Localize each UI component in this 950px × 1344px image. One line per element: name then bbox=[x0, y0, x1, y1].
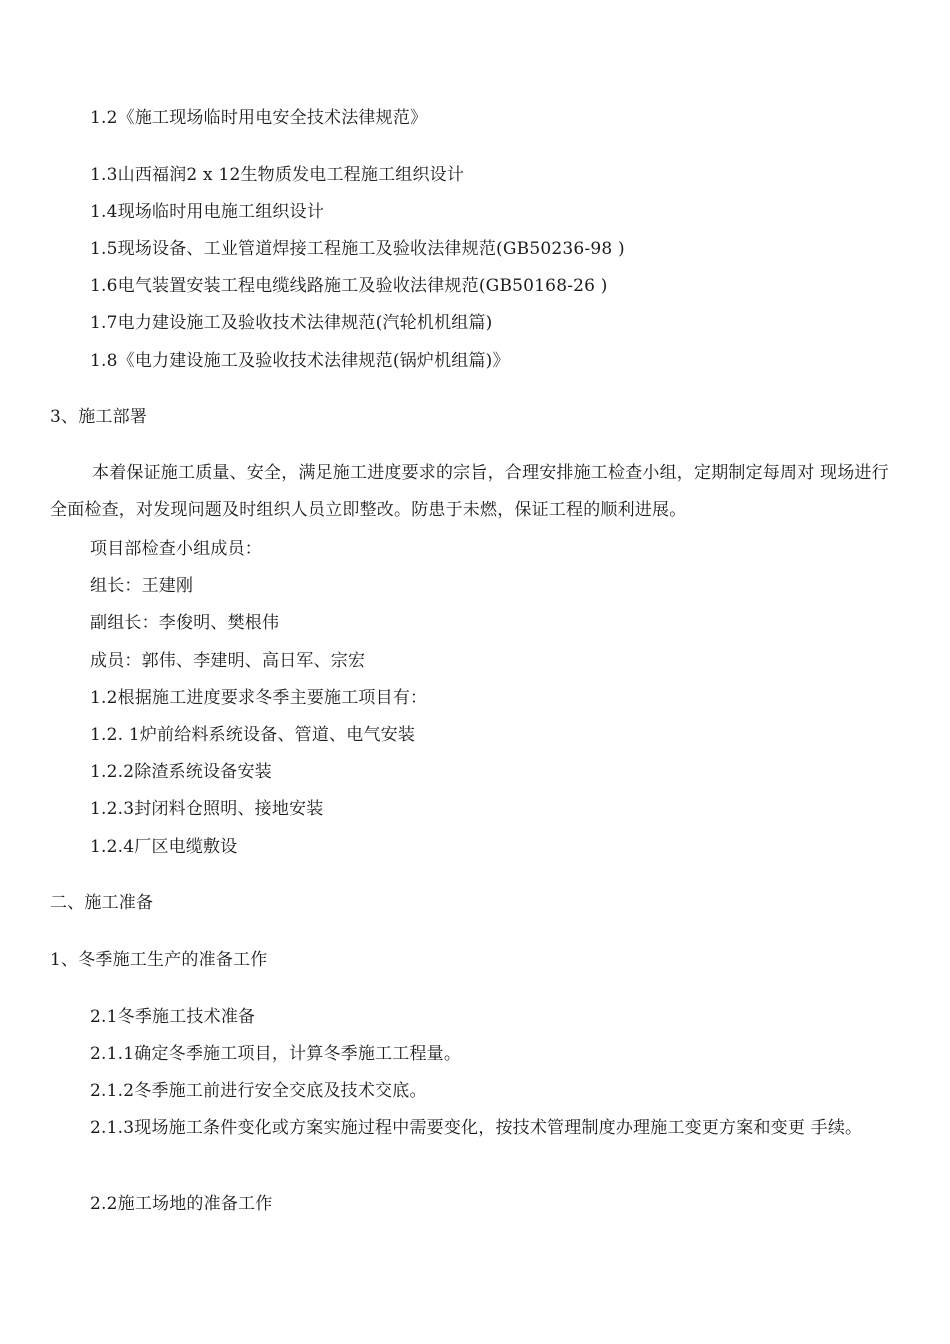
ref-item-1-5: 1.5现场设备、工业管道焊接工程施工及验收法律规范(GB50236-98 ) bbox=[90, 239, 625, 259]
chapter-heading-preparation: 二、施工准备 bbox=[50, 893, 154, 913]
winter-item: 1.2.3封闭料仓照明、接地安装 bbox=[90, 799, 324, 819]
team-members: 成员：郭伟、李建明、高日军、宗宏 bbox=[90, 651, 366, 671]
deployment-paragraph: 本着保证施工质量、安全，满足施工进度要求的宗旨，合理安排施工检查小组，定期制定每周对 现场进行全面检查，对发现问题及时组织人员立即整改。防患于未燃，保证工程的顺利进展。 bbox=[50, 463, 889, 520]
winter-item: 1.2. 1炉前给料系统设备、管道、电气安装 bbox=[90, 725, 416, 745]
section-heading-winter-prep: 1、冬季施工生产的准备工作 bbox=[50, 950, 268, 970]
team-title: 项目部检查小组成员： bbox=[90, 539, 262, 559]
ref-item-1-3: 1.3山西福润2 x 12生物质发电工程施工组织设计 bbox=[90, 165, 465, 185]
ref-item-1-4: 1.4现场临时用电施工组织设计 bbox=[90, 202, 325, 222]
prep-2-1-1: 2.1.1确定冬季施工项目，计算冬季施工工程量。 bbox=[90, 1044, 462, 1064]
winter-item: 1.2.2除渣系统设备安装 bbox=[90, 762, 272, 782]
winter-item: 1.2.4厂区电缆敷设 bbox=[90, 837, 238, 857]
team-deputy: 副组长：李俊明、樊根伟 bbox=[90, 613, 280, 633]
ref-item-1-6: 1.6电气装置安装工程电缆线路施工及验收法律规范(GB50168-26 ) bbox=[90, 276, 608, 296]
ref-item-1-7: 1.7电力建设施工及验收技术法律规范(汽轮机机组篇) bbox=[90, 313, 493, 333]
prep-2-2: 2.2施工场地的准备工作 bbox=[90, 1194, 273, 1214]
winter-items-title: 1.2根据施工进度要求冬季主要施工项目有： bbox=[90, 688, 428, 708]
ref-item-1-8: 1.8《电力建设施工及验收技术法律规范(锅炉机组篇)》 bbox=[90, 351, 510, 371]
prep-2-1: 2.1冬季施工技术准备 bbox=[90, 1007, 256, 1027]
ref-item-1-2: 1.2《施工现场临时用电安全技术法律规范》 bbox=[90, 108, 428, 128]
section-heading-deployment: 3、施工部署 bbox=[50, 407, 148, 427]
team-leader: 组长：王建刚 bbox=[90, 576, 194, 596]
prep-2-1-2: 2.1.2冬季施工前进行安全交底及技术交底。 bbox=[90, 1081, 427, 1101]
prep-2-1-3: 2.1.3现场施工条件变化或方案实施过程中需要变化，按技术管理制度办理施工变更方案和变更 手续。 bbox=[90, 1118, 863, 1138]
